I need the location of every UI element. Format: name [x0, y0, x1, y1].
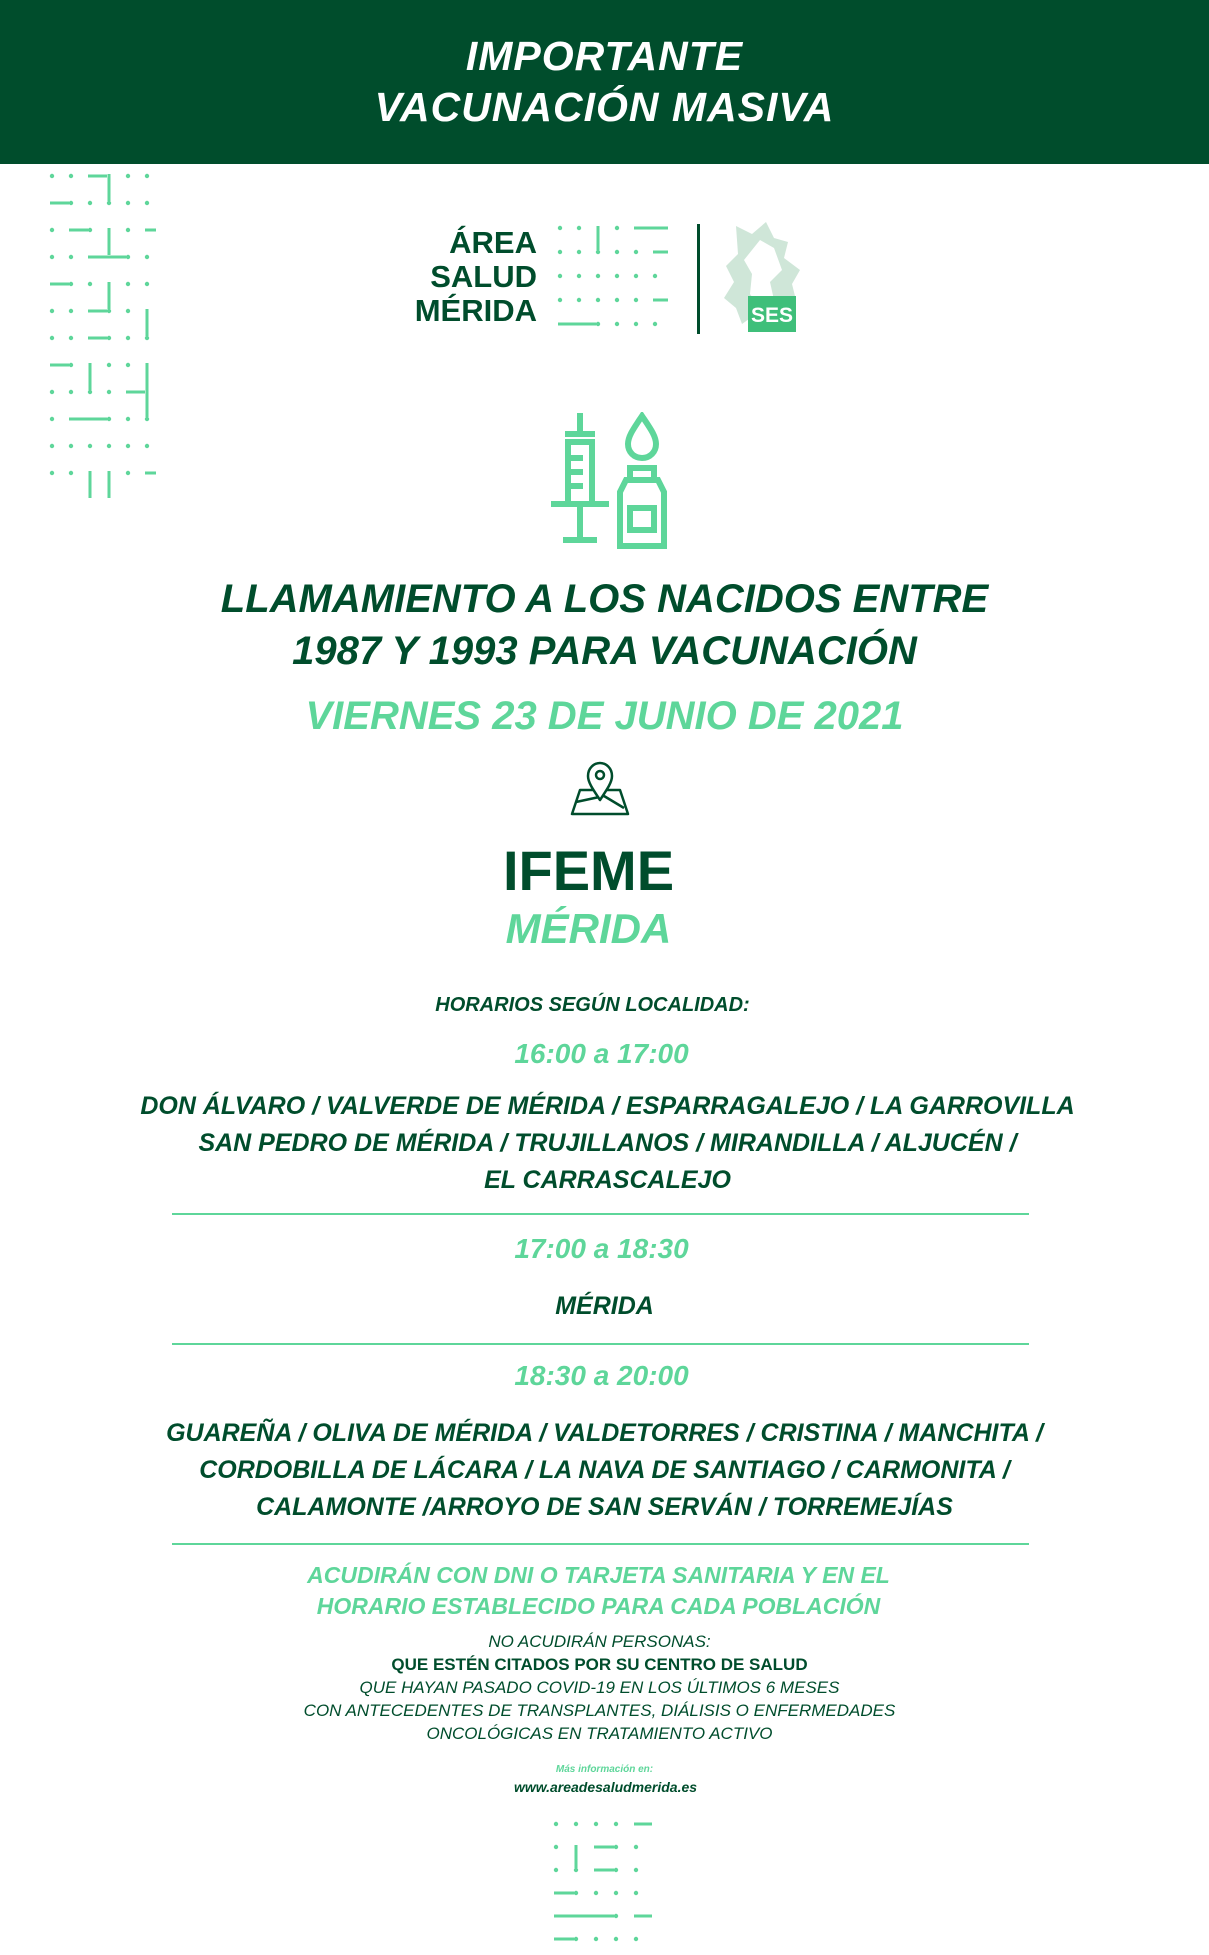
- grid-mark: [653, 299, 668, 302]
- header-banner: [0, 0, 1209, 164]
- grid-mark: [614, 1891, 618, 1895]
- grid-mark: [577, 226, 581, 230]
- grid-mark: [634, 274, 638, 278]
- slot-1-towns-line: SAN PEDRO DE MÉRIDA / TRUJILLANOS / MIRANDILLA / ALJUCÉN /: [198, 1129, 1017, 1157]
- grid-mark: [594, 1891, 598, 1895]
- grid-mark: [614, 1914, 618, 1918]
- grid-mark: [88, 444, 92, 448]
- grid-mark: [653, 274, 657, 278]
- grid-mark: [126, 228, 130, 232]
- grid-mark: [69, 255, 73, 259]
- grid-mark: [615, 226, 619, 230]
- slot-2-towns: [0, 1288, 1209, 1325]
- grid-mark: [88, 282, 92, 286]
- grid-mark: [634, 298, 638, 302]
- grid-mark: [126, 309, 130, 313]
- logo-divider: [697, 224, 700, 334]
- grid-mark: [69, 309, 73, 313]
- grid-mark: [145, 444, 149, 448]
- grid-mark: [574, 1891, 578, 1895]
- grid-mark: [69, 444, 73, 448]
- grid-mark: [634, 250, 638, 254]
- separator-2: [172, 1343, 1029, 1345]
- attendance-notice: [0, 1560, 1203, 1622]
- grid-mark: [50, 390, 54, 394]
- grid-mark: [126, 444, 130, 448]
- grid-mark: [88, 337, 107, 340]
- grid-mark: [107, 201, 111, 205]
- exclusion-item: [0, 1653, 1204, 1676]
- grid-mark: [634, 1891, 638, 1895]
- grid-mark: [145, 417, 149, 421]
- grid-mark: [653, 251, 668, 254]
- grid-mark: [126, 471, 130, 475]
- grid-mark: [108, 471, 111, 498]
- grid-mark: [126, 336, 130, 340]
- grid-mark: [554, 1938, 574, 1941]
- grid-mark: [577, 274, 581, 278]
- grid-mark: [69, 418, 88, 421]
- grid-mark: [554, 1915, 574, 1918]
- headline: [0, 573, 1209, 677]
- grid-mark: [596, 250, 600, 254]
- grid-mark: [108, 282, 111, 309]
- venue-name: IFEME: [502, 839, 675, 902]
- dot-grid-decoration-logo: [556, 224, 668, 334]
- grid-mark: [614, 1845, 618, 1849]
- grid-mark: [145, 472, 156, 475]
- grid-mark: [577, 323, 596, 326]
- grid-mark: [108, 174, 111, 201]
- grid-mark: [145, 229, 156, 232]
- venue-city: MÉRIDA: [505, 905, 672, 952]
- grid-mark: [575, 1845, 578, 1868]
- grid-mark: [596, 298, 600, 302]
- grid-mark: [50, 417, 54, 421]
- grid-mark: [88, 256, 107, 259]
- grid-mark: [615, 274, 619, 278]
- grid-mark: [577, 250, 581, 254]
- grid-mark: [50, 283, 69, 286]
- grid-mark: [126, 201, 130, 205]
- grid-mark: [146, 390, 149, 417]
- grid-mark: [574, 1868, 578, 1872]
- separator-3: [172, 1543, 1029, 1545]
- grid-mark: [554, 1868, 558, 1872]
- exclusions-title: NO ACUDIRÁN PERSONAS:: [488, 1632, 711, 1651]
- separator-1: [172, 1213, 1029, 1215]
- grid-mark: [634, 1868, 638, 1872]
- grid-mark: [50, 471, 54, 475]
- grid-mark: [653, 322, 657, 326]
- grid-mark: [145, 201, 149, 205]
- grid-mark: [558, 274, 562, 278]
- grid-mark: [50, 309, 54, 313]
- grid-mark: [574, 1937, 578, 1941]
- grid-mark: [558, 226, 562, 230]
- grid-mark: [554, 1845, 558, 1849]
- slot-2-time: 17:00 a 18:30: [514, 1233, 689, 1264]
- grid-mark: [634, 1823, 652, 1826]
- grid-mark: [88, 310, 107, 313]
- slot-3-towns-line: CALAMONTE /ARROYO DE SAN SERVÁN / TORREMEJÍAS: [256, 1493, 953, 1521]
- grid-mark: [69, 174, 73, 178]
- logo-line-1: ÁREA: [449, 225, 537, 260]
- grid-mark: [596, 322, 600, 326]
- grid-mark: [88, 201, 92, 205]
- grid-mark: [126, 363, 130, 367]
- grid-mark: [145, 282, 149, 286]
- grid-mark: [146, 363, 149, 390]
- grid-mark: [126, 417, 130, 421]
- logo-line-2: SALUD: [430, 259, 537, 294]
- grid-mark: [69, 282, 73, 286]
- exclusion-item: QUE HAYAN PASADO COVID-19 EN LOS ÚLTIMOS 6 MESES: [359, 1678, 840, 1697]
- headline-line-2: 1987 Y 1993 PARA VACUNACIÓN: [292, 629, 917, 673]
- grid-mark: [634, 227, 653, 230]
- banner-line-1: IMPORTANTE: [465, 33, 744, 79]
- event-date: VIERNES 23 DE JUNIO DE 2021: [305, 694, 904, 738]
- grid-mark: [50, 255, 54, 259]
- grid-mark: [594, 1869, 614, 1872]
- ses-badge-label: SES: [750, 304, 794, 327]
- grid-mark: [634, 322, 638, 326]
- grid-mark: [69, 229, 88, 232]
- grid-mark: [107, 256, 126, 259]
- grid-mark: [50, 228, 54, 232]
- slot-3-time: 18:30 a 20:00: [514, 1360, 689, 1391]
- exclusion-item: CON ANTECEDENTES DE TRANSPLANTES, DIÁLISIS O ENFERMEDADES: [303, 1701, 896, 1720]
- grid-mark: [50, 364, 69, 367]
- schedule-label: HORARIOS SEGÚN LOCALIDAD:: [435, 994, 750, 1016]
- grid-mark: [146, 309, 149, 336]
- grid-mark: [653, 227, 668, 230]
- grid-mark: [594, 1822, 598, 1826]
- grid-mark: [634, 1915, 652, 1918]
- dot-grid-decoration-bottom: [552, 1820, 652, 1955]
- grid-mark: [577, 298, 581, 302]
- grid-mark: [107, 309, 111, 313]
- grid-mark: [145, 255, 149, 259]
- grid-mark: [594, 1846, 614, 1849]
- grid-mark: [69, 336, 73, 340]
- grid-mark: [69, 363, 73, 367]
- grid-mark: [615, 322, 619, 326]
- grid-mark: [50, 202, 69, 205]
- grid-mark: [89, 363, 92, 390]
- slot-3-towns-line: GUAREÑA / OLIVA DE MÉRIDA / VALDETORRES / CRISTINA / MANCHITA /: [166, 1419, 1043, 1447]
- grid-mark: [89, 471, 92, 498]
- headline-line-1: LLAMAMIENTO A LOS NACIDOS ENTRE: [220, 577, 989, 621]
- banner-line-2: VACUNACIÓN MASIVA: [374, 84, 835, 130]
- grid-mark: [614, 1937, 618, 1941]
- slot-1-towns-line: DON ÁLVARO / VALVERDE DE MÉRIDA / ESPARRAGALEJO / LA GARROVILLA: [140, 1092, 1075, 1120]
- grid-mark: [594, 1915, 614, 1918]
- slot-2-towns-line: MÉRIDA: [555, 1292, 654, 1320]
- grid-mark: [69, 390, 73, 394]
- grid-mark: [88, 175, 107, 178]
- grid-mark: [614, 1868, 618, 1872]
- syringe-vial-icon: [550, 412, 670, 552]
- grid-mark: [574, 1822, 578, 1826]
- grid-mark: [107, 336, 111, 340]
- grid-mark: [634, 1845, 638, 1849]
- grid-mark: [615, 250, 619, 254]
- grid-mark: [634, 1937, 638, 1941]
- grid-mark: [145, 174, 149, 178]
- grid-mark: [615, 298, 619, 302]
- grid-mark: [594, 1937, 598, 1941]
- grid-mark: [126, 255, 130, 259]
- grid-mark: [107, 444, 111, 448]
- exclusions-block: [0, 1630, 1204, 1745]
- slot-1-towns: [3, 1088, 1209, 1199]
- slot-1-towns-line: EL CARRASCALEJO: [484, 1166, 731, 1194]
- area-salud-merida-logo: [395, 226, 537, 328]
- grid-mark: [50, 444, 54, 448]
- grid-mark: [107, 390, 111, 394]
- grid-mark: [126, 391, 145, 394]
- grid-mark: [554, 1822, 558, 1826]
- map-pin-icon: [568, 760, 632, 816]
- notice-line-2: HORARIO ESTABLECIDO PARA CADA POBLACIÓN: [316, 1593, 881, 1619]
- grid-mark: [88, 418, 107, 421]
- grid-mark: [558, 323, 577, 326]
- grid-mark: [50, 336, 54, 340]
- grid-mark: [614, 1822, 618, 1826]
- exclusion-item-text: QUE ESTÉN CITADOS POR SU CENTRO DE SALUD: [391, 1655, 808, 1674]
- slot-3-towns: [0, 1415, 1209, 1526]
- grid-mark: [574, 1915, 594, 1918]
- grid-mark: [107, 363, 111, 367]
- dot-grid-decoration-left: [48, 172, 156, 502]
- grid-mark: [69, 471, 73, 475]
- grid-mark: [145, 336, 149, 340]
- notice-line-1: ACUDIRÁN CON DNI O TARJETA SANITARIA Y EN EL: [307, 1562, 890, 1588]
- logo-line-3: MÉRIDA: [414, 293, 537, 328]
- website-link[interactable]: www.areadesaludmerida.es: [513, 1779, 698, 1795]
- grid-mark: [126, 174, 130, 178]
- grid-mark: [50, 174, 54, 178]
- grid-mark: [126, 282, 130, 286]
- grid-mark: [69, 201, 73, 205]
- grid-mark: [558, 298, 562, 302]
- grid-mark: [108, 228, 111, 255]
- slot-1-time: 16:00 a 17:00: [514, 1038, 689, 1069]
- grid-mark: [88, 390, 92, 394]
- grid-mark: [558, 250, 562, 254]
- exclusion-item: ONCOLÓGICAS EN TRATAMIENTO ACTIVO: [426, 1724, 773, 1743]
- slot-3-towns-line: CORDOBILLA DE LÁCARA / LA NAVA DE SANTIAGO / CARMONITA /: [199, 1456, 1010, 1484]
- grid-mark: [107, 417, 111, 421]
- grid-mark: [88, 228, 92, 232]
- more-info-label: Más información en:: [555, 1764, 654, 1775]
- grid-mark: [597, 226, 600, 250]
- grid-mark: [596, 274, 600, 278]
- grid-mark: [554, 1892, 574, 1895]
